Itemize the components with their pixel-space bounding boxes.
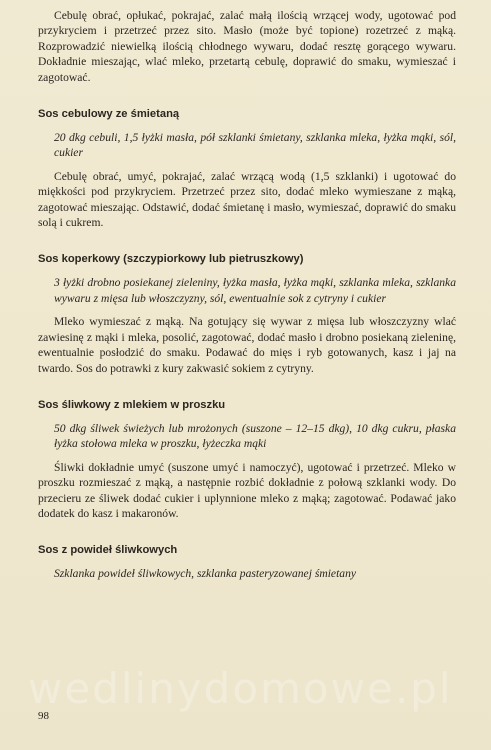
recipe-plum-sauce <box>38 398 456 521</box>
recipe-method: Cebulę obrać, umyć, pokrajać, zalać wrzącą wodą (1,5 szklanki) i ugotować do miękkości pod przykryciem. Przetrzeć przez sito, dodać mleko wymieszane z mąką, zagotować mieszając. Odstawić, dodać śmietanę i masło, wymieszać, doprawić do smaku solą i cukrem. <box>38 169 456 230</box>
site-watermark: wedlinydomowe.pl <box>28 664 453 713</box>
recipe-title: Sos z powideł śliwkowych <box>38 544 178 557</box>
recipe-title: Sos cebulowy ze śmietaną <box>38 108 180 121</box>
recipe-title: Sos śliwkowy z mlekiem w proszku <box>38 398 226 411</box>
recipe-ingredients: 50 dkg śliwek świeżych lub mrożonych (suszone – 12–15 dkg), 10 dkg cukru, płaska łyżka stołowa mleka w proszku, łyżeczka mąki <box>54 421 456 451</box>
recipe-method: Śliwki dokładnie umyć (suszone umyć i namoczyć), ugotować i przetrzeć. Mleko w proszku rozmieszać z mąką, a następnie rozbić dokładnie z połową szklanki wody. Do przecieru ze śliwek dodać cukier i uplynnione mleko z mąką; zagotować. Podawać jako dodatek do kasz i makaronów. <box>38 460 456 520</box>
intro-paragraph: Cebulę obrać, opłukać, pokrajać, zalać małą ilością wrzącej wody, ugotować pod przykryciem i przetrzeć przez sito. Masło (może być topione) rozetrzeć z mąką. Rozprowadzić niewielką ilością chłodnego wywaru, dodać resztę gorącego wywaru. Dokładnie mieszając, wlać mleko, przetartą cebulę, doprawić do smaku, wymieszać i zagotować. <box>38 9 456 84</box>
recipe-ingredients: 20 dkg cebuli, 1,5 łyżki masła, pół szklanki śmietany, szklanka mleka, łyżka mąki, sól, cukier <box>54 131 456 160</box>
recipe-plum-jam-sauce <box>38 543 456 581</box>
recipe-title: Sos koperkowy (szczypiorkowy lub pietruszkowy) <box>38 253 304 266</box>
recipe-ingredients: Szklanka powideł śliwkowych, szklanka pasteryzowanej śmietany <box>54 567 357 581</box>
page-number: 98 <box>38 710 49 722</box>
recipe-dill-sauce <box>38 252 456 375</box>
recipe-method: Mleko wymieszać z mąką. Na gotujący się wywar z mięsa lub włoszczyzny wlać zawiesinę z mąki i mleka, posolić, zagotować, dodać masło i drobno posiekaną zieleninę, ewentualnie posłodzić do smaku. Podawać do mięs i ryb gotowanych, kasz i jaj na twardo. Sos do potrawki z kury zakwasić sokiem z cytryny. <box>38 315 456 375</box>
recipe-onion-sauce <box>38 107 456 230</box>
page-content <box>38 8 456 582</box>
recipe-ingredients: 3 łyżki drobno posiekanej zieleniny, łyżka masła, łyżka mąki, szklanka mleka, szklanka wywaru z mięsa lub włoszczyzny, sól, ewentualnie sok z cytryny i cukier <box>54 276 456 305</box>
